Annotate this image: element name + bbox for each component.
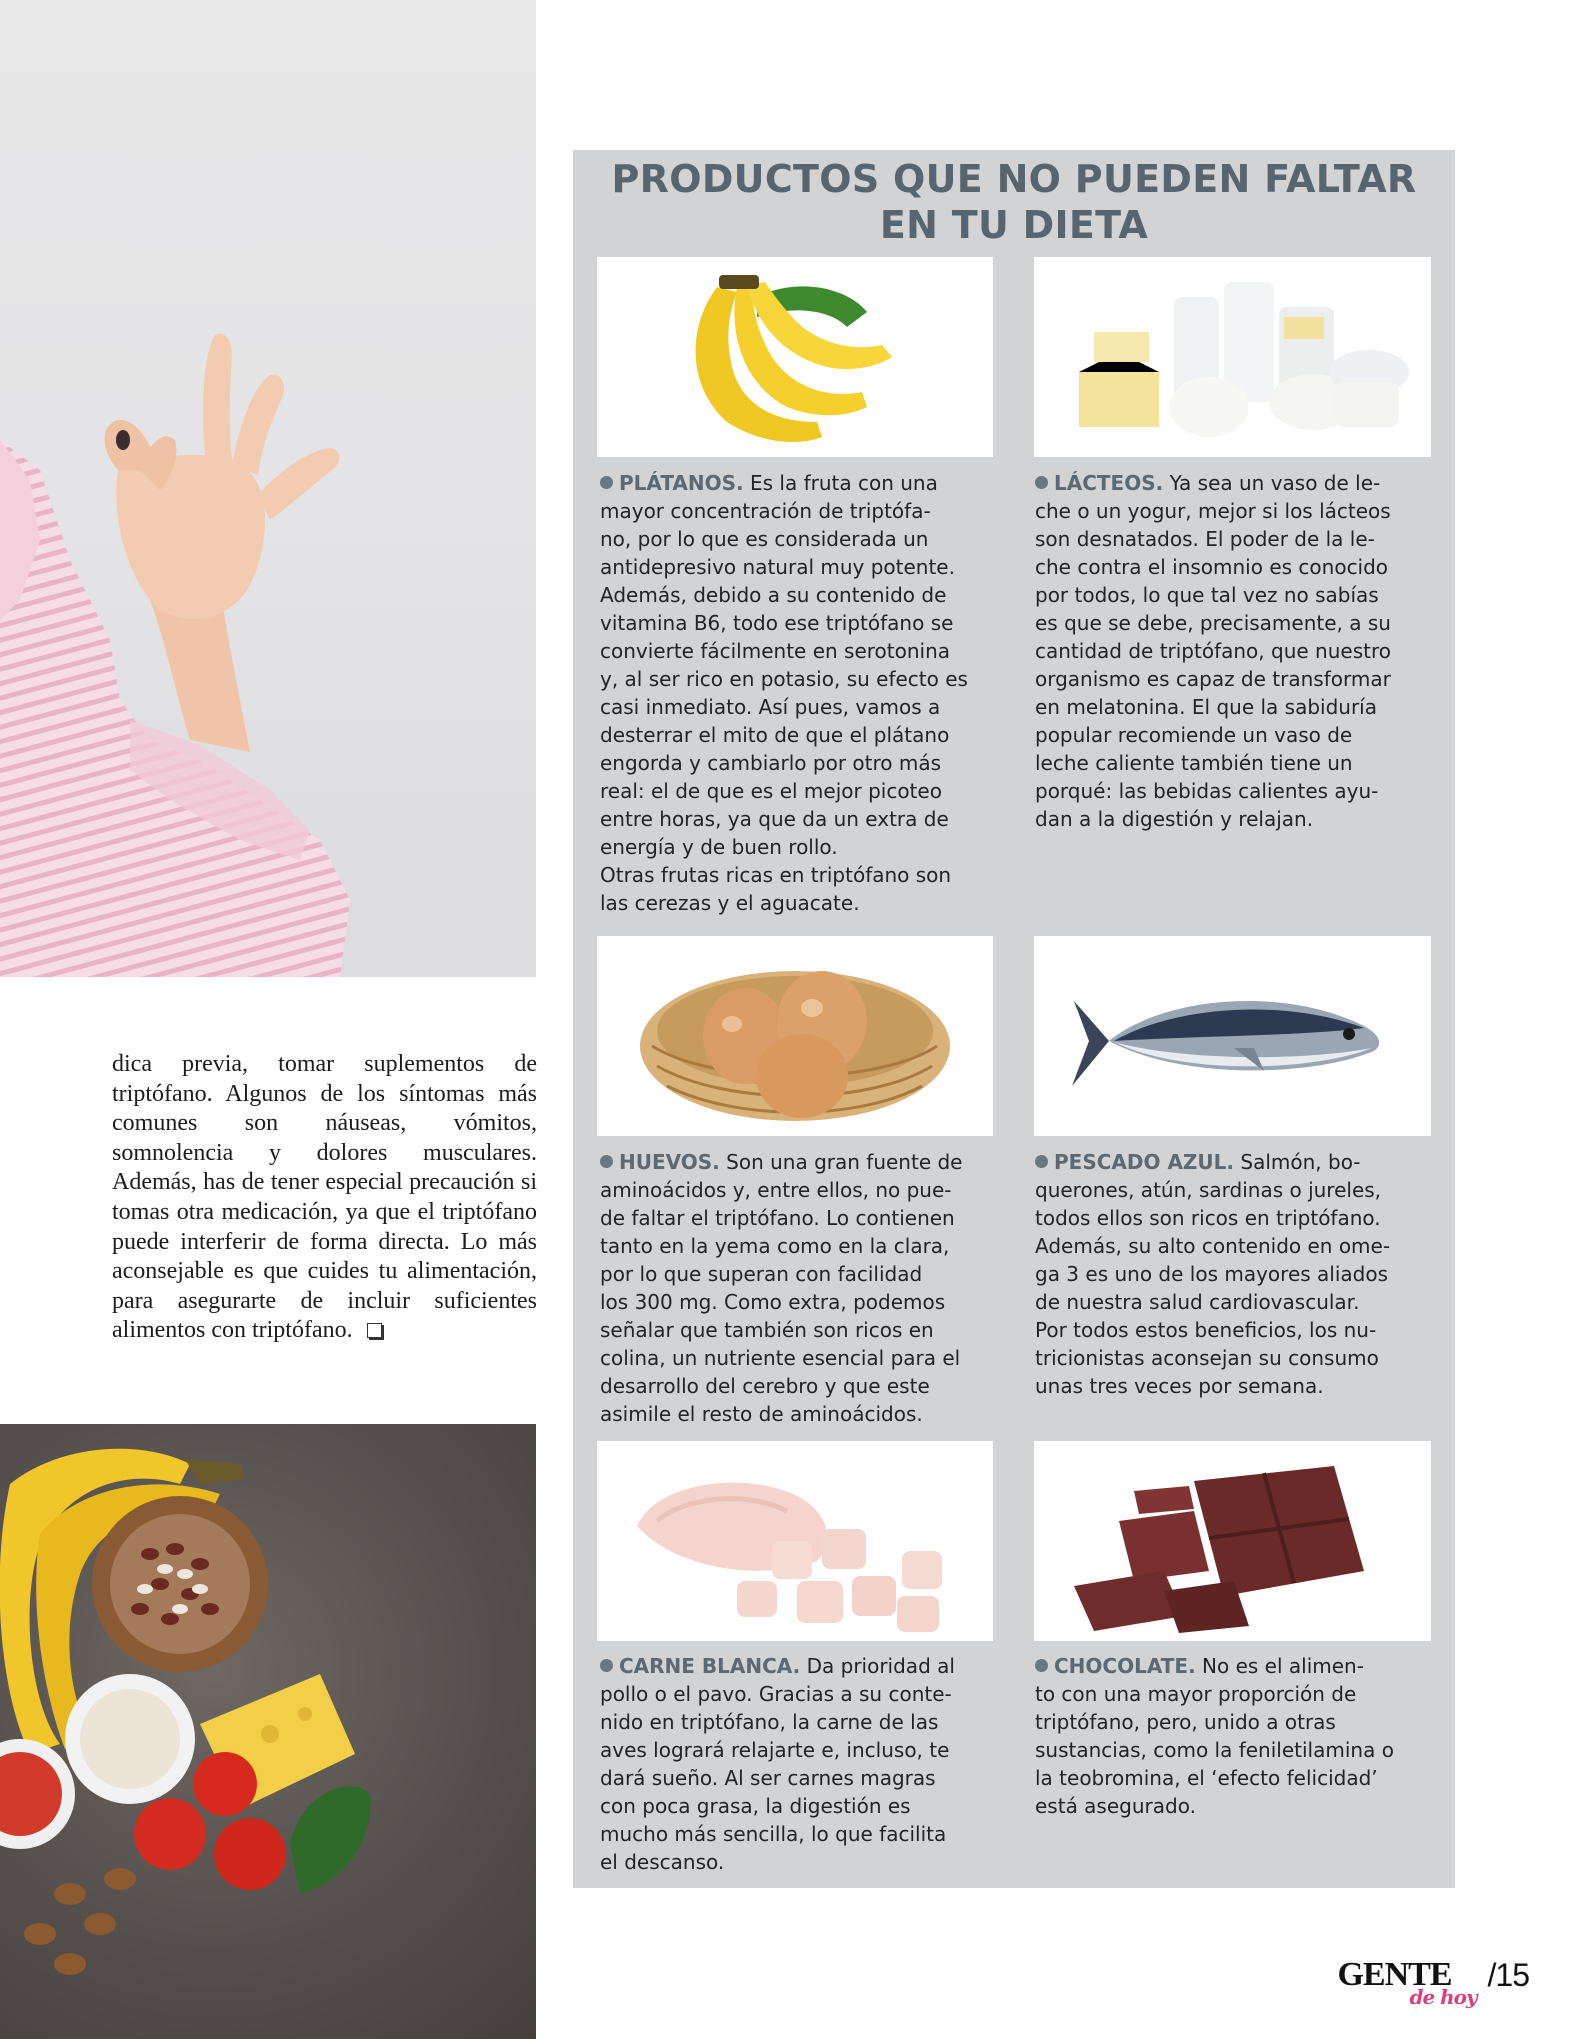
- end-of-article-icon: [367, 1323, 382, 1338]
- eggs-icon: [597, 936, 993, 1136]
- page-footer: [1337, 1945, 1529, 2009]
- chicken-icon: [597, 1441, 993, 1641]
- chocolate-icon: [1034, 1441, 1431, 1641]
- body-text-continuation: dica previa, tomar suplementos de triptófano. Algunos de los síntomas más comunes son náuseas, vómitos, somnolencia y dolores musculares. Además, has de tener especial precaución si tomas otra medicación, ya que el triptófano puede interferir de forma directa. Lo más aconsejable es que cuides tu alimentación, para asegurarte de incluir suficientes alimentos con triptófano.: [112, 1051, 537, 1344]
- page-number: /15: [1487, 1957, 1529, 1993]
- card-platanos: PLÁTANOS. Es la fruta con una mayor concentración de triptófa- no, por lo que es considerada un antidepresivo natural muy potente. Además, debido a su contenido de vitamina B6, todo ese triptófano se convierte fácilmente en serotonina y, al ser rico en potasio, su efecto es casi inmediato. Así pues, vamos a desterrar el mito de que el plátano engorda y cambiarlo por otro más real: el de que es el mejor picoteo entre horas, ya que da un extra de energía y de buen rollo. Otras frutas ricas en triptófano son las cerezas y el aguacate.: [600, 471, 968, 915]
- bullet-dot-icon: [1035, 1659, 1048, 1672]
- card-pescado-azul: PESCADO AZUL. Salmón, bo- querones, atún, sardinas o jureles, todos ellos son ricos en triptófano. Además, su alto contenido en ome- ga 3 es uno de los mayores aliados de nuestra salud cardiovascular. Por todos estos beneficios, los nu- tricionistas aconsejan su consumo unas tres veces por semana.: [1035, 1150, 1391, 1398]
- magazine-logo-sub: de hoy: [1409, 1985, 1477, 2009]
- card-carne-blanca: CARNE BLANCA. Da prioridad al pollo o el pavo. Gracias a su conte- nido en triptófano, la carne de las aves logrará relajarte e, incluso, te dará sueño. Al ser carnes magras con poca grasa, la digestión es mucho más sencilla, lo que facilita el descanso.: [600, 1654, 955, 1874]
- hand-ok-gesture-photo: [0, 0, 536, 977]
- banana-icon: [597, 257, 993, 457]
- food-spread-photo: [0, 1424, 536, 2039]
- bullet-dot-icon: [600, 476, 613, 489]
- sidebar-title: PRODUCTOS QUE NO PUEDEN FALTAR EN TU DIETA: [611, 157, 1417, 247]
- dairy-icon: [1034, 257, 1431, 457]
- card-huevos: HUEVOS. Son una gran fuente de aminoácidos y, entre ellos, no pue- de faltar el triptófano. Lo contienen tanto en la yema como en la clara, por lo que superan con facilidad los 300 mg. Como extra, podemos señalar que también son ricos en colina, un nutriente esencial para el desarrollo del cerebro y que este asimile el resto de aminoácidos.: [600, 1150, 963, 1426]
- bullet-dot-icon: [1035, 476, 1048, 489]
- bullet-dot-icon: [600, 1659, 613, 1672]
- card-chocolate: CHOCOLATE. No es el alimen- to con una mayor proporción de triptófano, pero, unido a otras sustancias, como la feniletilamina o la teobromina, el ‘efecto felicidad’ está asegurado.: [1035, 1654, 1394, 1818]
- card-lacteos: LÁCTEOS. Ya sea un vaso de le- che o un yogur, mejor si los lácteos son desnatados. El poder de la le- che contra el insomnio es conocido por todos, lo que tal vez no sabías es que se debe, precisamente, a su cantidad de triptófano, que nuestro organismo es capaz de transformar en melatonina. El que la sabiduría popular recomiende un vaso de leche caliente también tiene un porqué: las bebidas calientes ayu- dan a la digestión y relajan.: [1035, 471, 1391, 831]
- bullet-dot-icon: [1035, 1155, 1048, 1168]
- magazine-logo: GENTE de hoy: [1337, 1955, 1451, 1995]
- bullet-dot-icon: [600, 1155, 613, 1168]
- products-sidebar: [573, 150, 1455, 1888]
- fish-icon: [1034, 936, 1431, 1136]
